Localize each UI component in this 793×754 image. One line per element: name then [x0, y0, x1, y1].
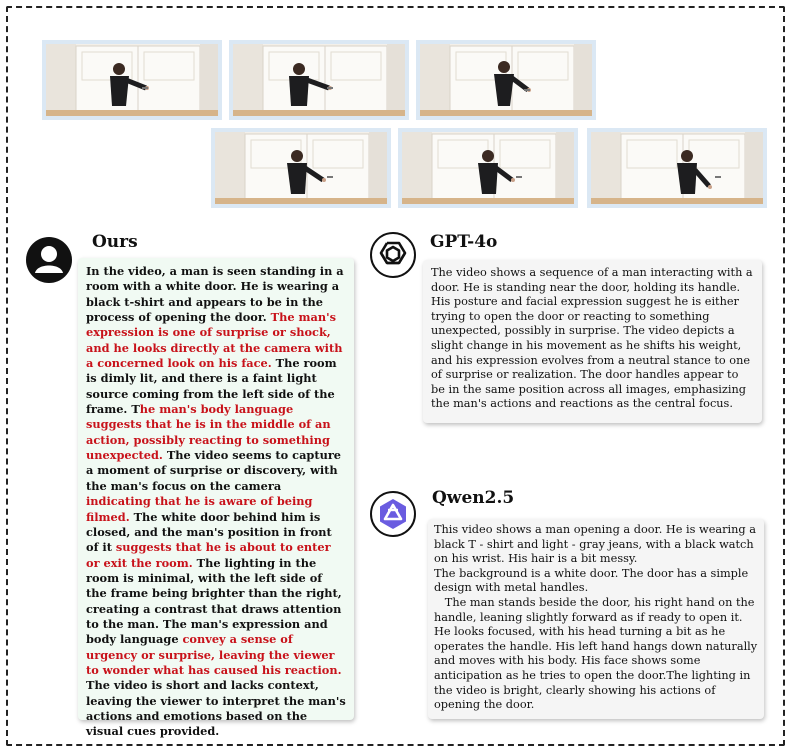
qwen-answer-text: This video shows a man opening a door. He is wearing a black T - shirt and light - gray jeans, with a black watch on his wrist. His hair is a bit messy. The background is a white door. The door has a simple design with metal handles. The man stands beside the door, his right hand on the handle, leaning slightly forward as if ready to open it. He looks focused, with his head turning a bit as he operates the handle. His left hand hangs down naturally and moves with his body. His face shows some anticipation as he tries to open the door.The lighting in the video is bright, clearly showing his actions of opening the door. — [434, 523, 758, 712]
ours-title: Ours — [92, 232, 138, 252]
openai-logo-icon — [370, 232, 416, 278]
user-avatar-icon — [26, 237, 72, 283]
qwen-title: Qwen2.5 — [432, 488, 515, 508]
video-frame-1 — [42, 40, 222, 120]
video-frame-2 — [229, 40, 409, 120]
video-frame-3 — [416, 40, 596, 120]
qwen-logo-icon — [370, 491, 416, 537]
ours-highlighted-segment: suggests that he is about to enter or exit the room. — [86, 540, 331, 570]
gpt-answer-text: The video shows a sequence of a man interacting with a door. He is standing near the door, holding its handle. His posture and facial expression suggest he is either trying to open the door or reacting to something unexpected, possibly in surprise. The video depicts a slight change in his movement as he shifts his weight, and his expression evolves from a neutral stance to one of surprise or realization. The door handles appear to be in the same position across all images, emphasizing the man's actions and reactions as the central focus. — [431, 266, 753, 411]
video-frame-5 — [398, 128, 578, 208]
ours-highlighted-segment: The man's expression is one of surprise or shock, and he looks directly at the camera with a concerned look on his face. — [86, 310, 343, 371]
ours-highlighted-segment: he man's body language suggests that he is in the middle of an action, possibly reacting to something unexpected. — [86, 402, 331, 463]
gpt-answer-panel — [423, 260, 762, 423]
video-frame-6 — [587, 128, 767, 208]
qwen-answer-panel — [428, 519, 764, 719]
ours-text-segment: The video seems to capture a moment of surprise or discovery, with the man's focus on the camera — [86, 448, 342, 493]
ours-answer-text — [86, 264, 346, 740]
gpt-title: GPT-4o — [430, 232, 498, 252]
ours-text-segment: The lighting in the room is minimal, with the left side of the frame being brighter than the right, creating a contrast that draws attention to the man. The man's expression and body language — [86, 555, 342, 647]
ours-highlighted-segment: indicating that he is aware of being filmed. — [86, 494, 313, 524]
ours-text-segment: The room is dimly lit, and there is a faint light source coming from the left side of the frame. T — [86, 356, 337, 417]
ours-highlighted-segment: convey a sense of urgency or surprise, leaving the viewer to wonder what has caused his reaction. — [86, 632, 342, 677]
ours-text-segment: The video is short and lacks context, leaving the viewer to interpret the man's actions and emotions based on the visual cues provided. — [86, 678, 346, 739]
ours-text-segment: The white door behind him is closed, and the man's position in front of it — [86, 509, 332, 555]
ours-answer-panel — [78, 258, 354, 739]
ours-text-segment: In the video, a man is seen standing in a room with a white door. He is wearing a black t-shirt and appears to be in the process of opening the door. — [86, 264, 344, 325]
video-frame-4 — [211, 128, 391, 208]
